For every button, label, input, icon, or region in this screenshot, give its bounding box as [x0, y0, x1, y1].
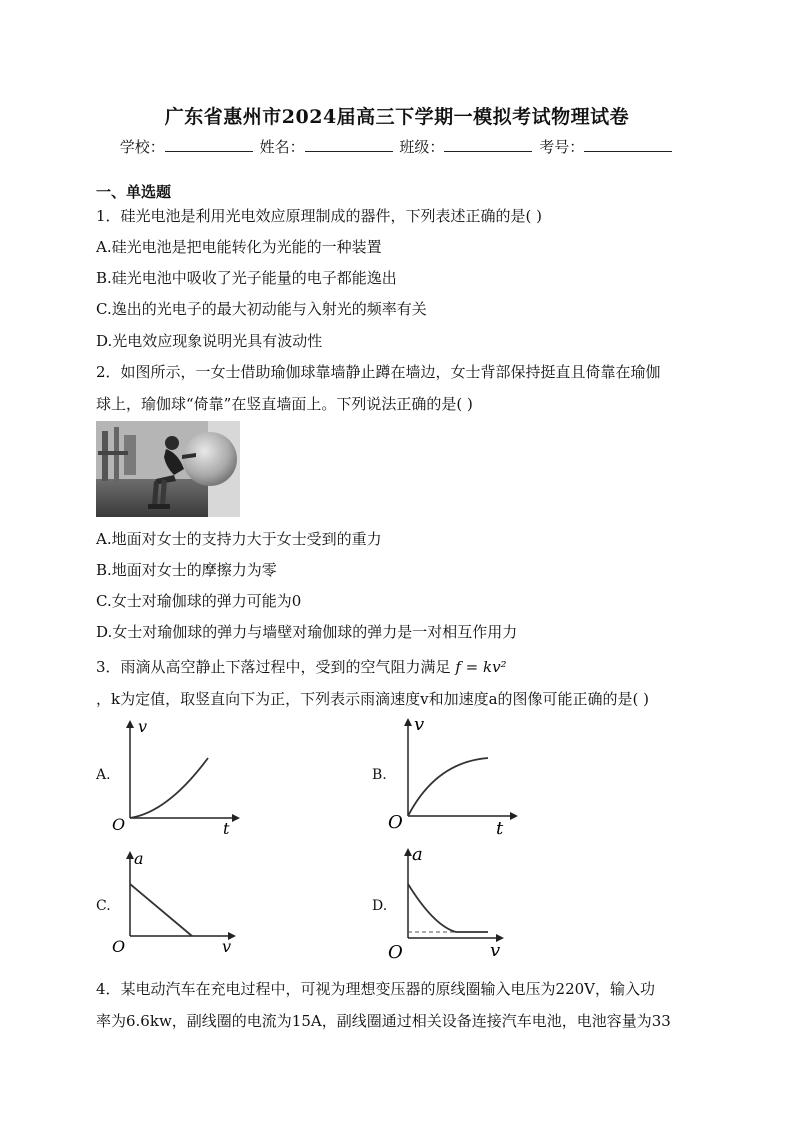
- q3-option-a-label: A.: [96, 767, 111, 783]
- graph-b-y-arrow: [404, 718, 412, 726]
- q3-graph-b: [386, 716, 526, 838]
- q3-option-b-label: B.: [372, 767, 387, 783]
- q2-option-b: B.地面对女士的摩擦力为零: [96, 561, 277, 579]
- q2-stem-line1: 2．如图所示，一女士借助瑜伽球靠墙静止蹲在墙边，女士背部保持挺直且倚靠在瑜伽: [96, 363, 661, 381]
- graph-c-line: [130, 884, 192, 936]
- name-label: 姓名：: [259, 138, 305, 156]
- q2-option-d: D.女士对瑜伽球的弹力与墙壁对瑜伽球的弹力是一对相互作用力: [96, 623, 518, 641]
- graph-c-origin: O: [112, 937, 126, 956]
- graph-c-x-label: v: [222, 937, 232, 956]
- q1-option-a: A.硅光电池是把电能转化为光能的一种装置: [96, 238, 382, 256]
- q2-stem-line2: 球上，瑜伽球“倚靠”在竖直墙面上。下列说法正确的是( ): [96, 395, 473, 413]
- graph-b-origin: O: [388, 812, 403, 833]
- school-blank[interactable]: [165, 137, 253, 152]
- page-title: 广东省惠州市2024届高三下学期一模拟考试物理试卷: [164, 106, 630, 128]
- number-label: 考号：: [539, 138, 585, 156]
- graph-b-x-label: t: [496, 818, 504, 838]
- student-info-row: [0, 136, 794, 157]
- q4-line2: 率为6.6kw，副线圈的电流为15A，副线圈通过相关设备连接汽车电池，电池容量为33: [96, 1012, 671, 1030]
- q3-option-c-label: C.: [96, 898, 111, 914]
- q3-stem-line1: [96, 656, 507, 677]
- graph-a-curve: [130, 758, 208, 818]
- q3-graph-c: [108, 846, 248, 958]
- graph-a-x-label: t: [223, 819, 230, 838]
- q1-option-b: B.硅光电池中吸收了光子能量的电子都能逸出: [96, 269, 397, 287]
- q1-option-d: D.光电效应现象说明光具有波动性: [96, 332, 323, 350]
- q2-option-a: A.地面对女士的支持力大于女士受到的重力: [96, 530, 382, 548]
- graph-c-y-arrow: [126, 851, 134, 859]
- q1-option-c: C.逸出的光电子的最大初动能与入射光的频率有关: [96, 300, 427, 318]
- graph-a-x-arrow: [232, 814, 240, 822]
- yoga-ball-photo: [96, 421, 240, 517]
- q3-formula: f = kv²: [455, 658, 507, 676]
- graph-a-y-arrow: [126, 720, 134, 728]
- q1-stem: 1．硅光电池是利用光电效应原理制成的器件，下列表述正确的是( ): [96, 207, 543, 225]
- graph-d-x-label: v: [490, 940, 501, 961]
- q3-stem-line2: ，k为定值，取竖直向下为正，下列表示雨滴速度v和加速度a的图像可能正确的是( ): [96, 690, 649, 708]
- graph-b-x-arrow: [510, 812, 518, 820]
- q2-option-c: C.女士对瑜伽球的弹力可能为0: [96, 592, 302, 610]
- q3-graph-d: [386, 842, 526, 964]
- graph-b-y-label: v: [414, 716, 425, 735]
- q3-graph-a: [108, 718, 248, 838]
- q3-stem-text: 3．雨滴从高空静止下落过程中，受到的空气阻力满足: [96, 658, 451, 676]
- section-heading: 一、单选题: [96, 183, 172, 201]
- school-label: 学校：: [119, 138, 165, 156]
- number-blank[interactable]: [584, 137, 672, 152]
- name-blank[interactable]: [305, 137, 393, 152]
- class-blank[interactable]: [444, 137, 532, 152]
- graph-d-y-label: a: [412, 844, 423, 865]
- graph-b-curve: [408, 758, 488, 816]
- graph-a-origin: O: [112, 815, 126, 834]
- graph-d-curve: [408, 884, 488, 932]
- q4-line1: 4．某电动汽车在充电过程中，可视为理想变压器的原线圈输入电压为220V，输入功: [96, 980, 656, 998]
- graph-a-y-label: v: [138, 718, 148, 736]
- class-label: 班级：: [399, 138, 445, 156]
- graph-c-y-label: a: [134, 849, 144, 868]
- graph-d-origin: O: [388, 942, 403, 963]
- q3-option-d-label: D.: [372, 898, 388, 914]
- graph-d-y-arrow: [404, 848, 412, 856]
